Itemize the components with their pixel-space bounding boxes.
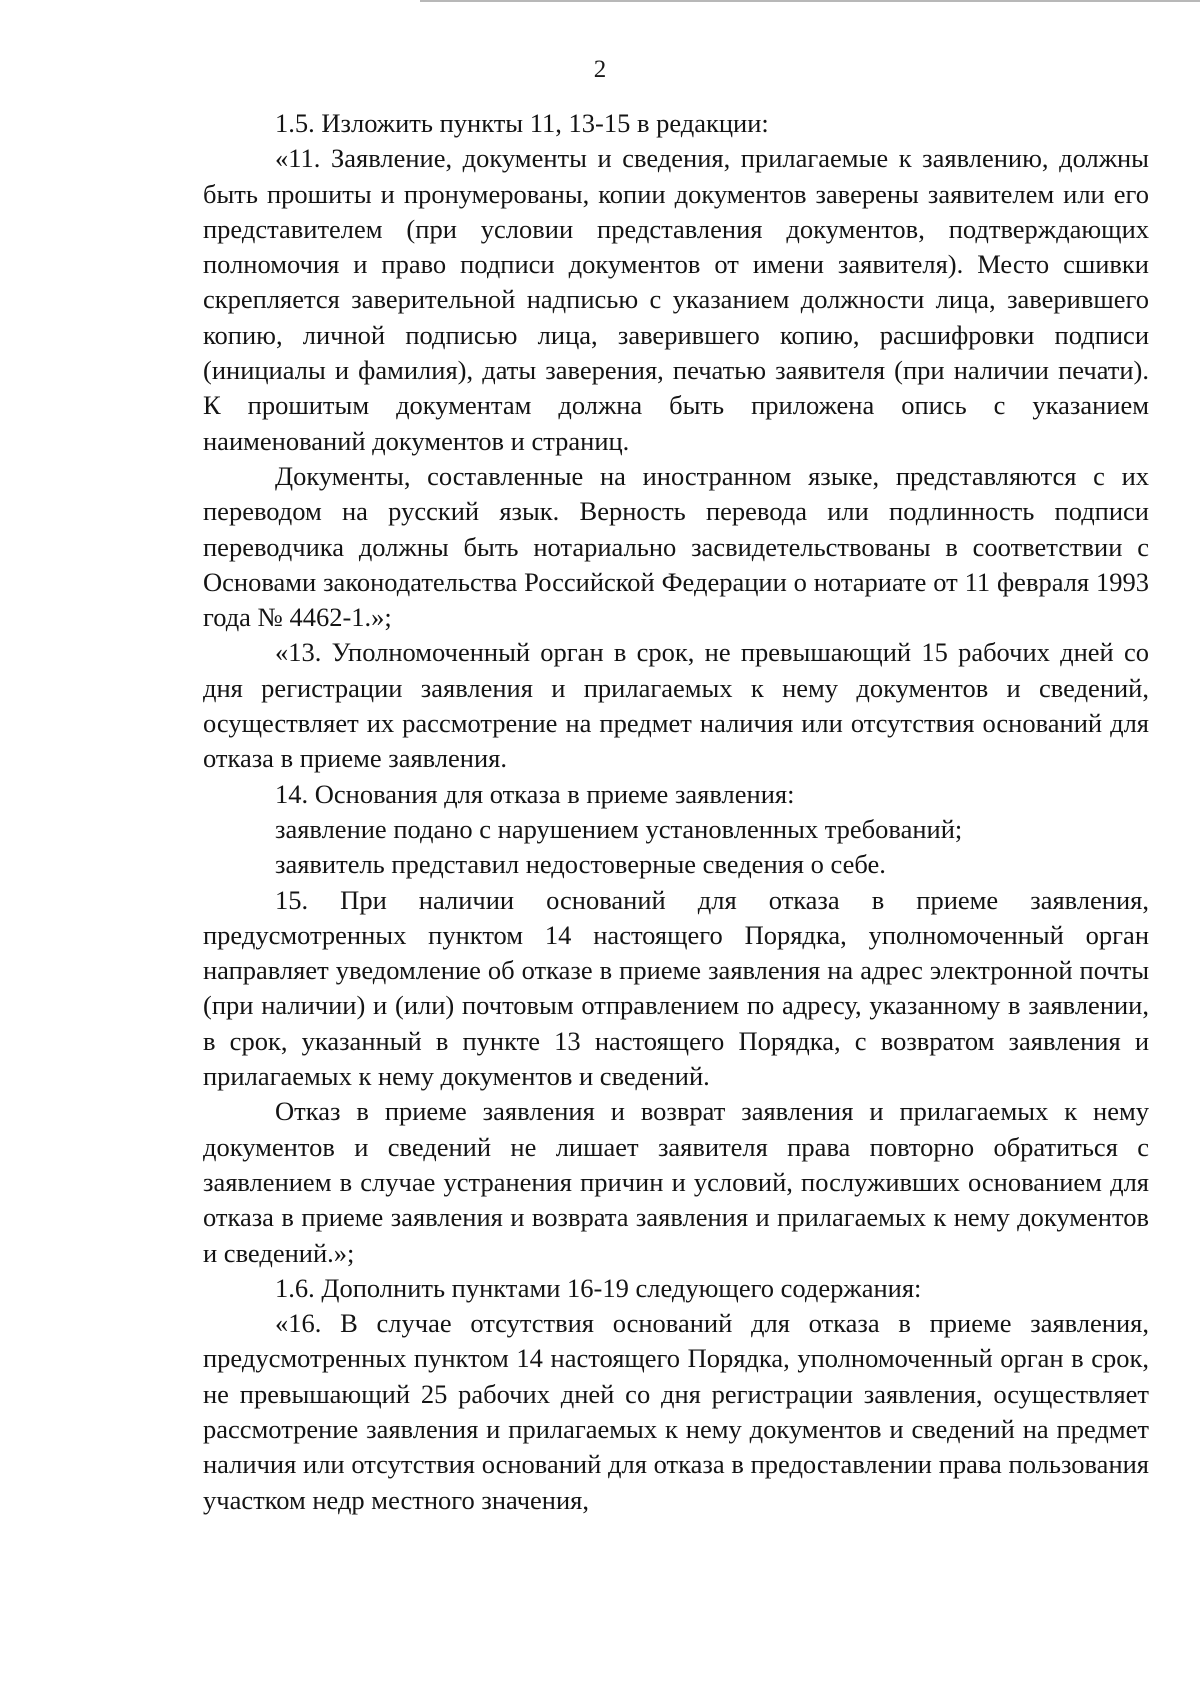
paragraph-item-14-reason-2: заявитель представил недостоверные сведения о себе.	[275, 849, 886, 880]
paragraph-1-6: 1.6. Дополнить пунктами 16-19 следующего содержания:	[275, 1272, 922, 1303]
paragraph-foreign-documents: Документы, составленные на иностранном языке, представляются с их переводом на русский язык. Верность перевода или подлинность подписи переводчика должны быть нотариально засвидетельствованы в соответствии с Основами законодательства Российской Федерации о нотариате от 11 февраля 1993 года № 4462-1.»;	[203, 460, 1149, 633]
paragraph-item-13: «13. Уполномоченный орган в срок, не превышающий 15 рабочих дней со дня регистрации заявления и прилагаемых к нему документов и сведений, осуществляет их рассмотрение на предмет наличия или отсутствия оснований для отказа в приеме заявления.	[203, 637, 1149, 774]
paragraph-1-5: 1.5. Изложить пункты 11, 13-15 в редакции:	[275, 108, 769, 138]
scan-top-edge	[420, 0, 1200, 2]
paragraph-item-16: «16. В случае отсутствия оснований для отказа в приеме заявления, предусмотренных пунктом 14 настоящего Порядка, уполномоченный орган в срок, не превышающий 25 рабочих дней со дня регистрации заявления, осуществляет рассмотрение заявления и прилагаемых к нему документов и сведений на предмет наличия или отсутствия оснований для отказа в предоставлении права пользования участком недр местного значения,	[203, 1308, 1149, 1515]
paragraph-refusal-return: Отказ в приеме заявления и возврат заявления и прилагаемых к нему документов и сведений не лишает заявителя права повторно обратиться с заявлением в случае устранения причин и условий, послуживших основанием для отказа в приеме заявления и возврата заявления и прилагаемых к нему документов и сведений.»;	[203, 1096, 1149, 1268]
paragraph-item-14-reason-1: заявление подано с нарушением установленных требований;	[275, 813, 963, 844]
document-body	[203, 106, 1149, 1518]
paragraph-item-15: 15. При наличии оснований для отказа в приеме заявления, предусмотренных пунктом 14 настоящего Порядка, уполномоченный орган направляет уведомление об отказе в приеме заявления на адрес электронной почты (при наличии) и (или) почтовым отправлением по адресу, указанному в заявлении, в срок, указанный в пункте 13 настоящего Порядка, с возвратом заявления и прилагаемых к нему документов и сведений.	[203, 884, 1149, 1092]
paragraph-item-14: 14. Основания для отказа в приеме заявления:	[275, 778, 795, 809]
page-number: 2	[593, 56, 607, 83]
paragraph-item-11: «11. Заявление, документы и сведения, прилагаемые к заявлению, должны быть прошиты и пронумерованы, копии документов заверены заявителем или его представителем (при условии представления документов, подтверждающих полномочия и право подписи документов от имени заявителя). Место сшивки скрепляется заверительной надписью с указанием должности лица, заверившего копию, личной подписью лица, заверившего копию, расшифровки подписи (инициалы и фамилия), даты заверения, печатью заявителя (при наличии печати). К прошитым документам должна быть приложена опись с указанием наименований документов и страниц.	[203, 143, 1149, 456]
